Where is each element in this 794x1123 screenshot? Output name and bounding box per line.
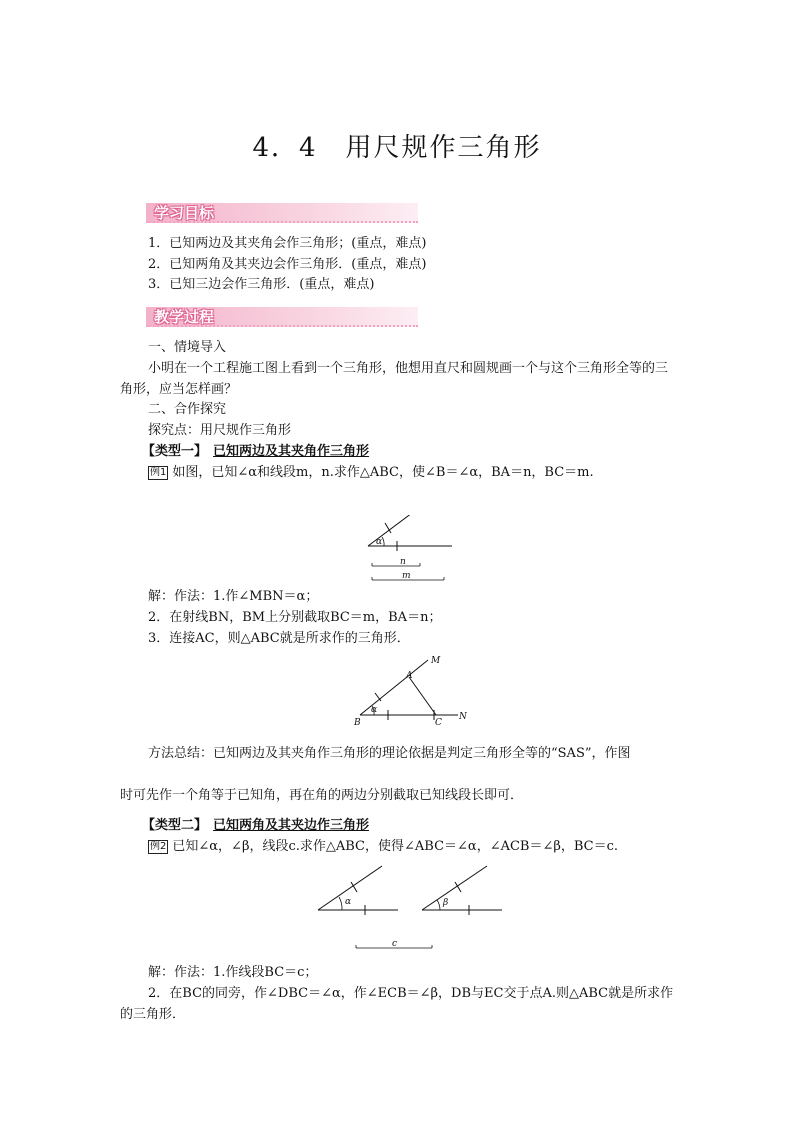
method-summary-line1: 方法总结：已知两边及其夹角作三角形的理论依据是判定三角形全等的“SAS”，作图 [148, 746, 631, 761]
alpha-label: α [345, 897, 352, 907]
process-label: 教学过程 [154, 308, 215, 326]
beta-label: β [443, 898, 449, 908]
point-A-label: A [406, 671, 413, 681]
solution2-step1: 解：作法：1.作线段BC＝c； [148, 965, 318, 980]
figure-triangle-abc [348, 650, 473, 730]
type1-name: 已知两边及其夹角作三角形 [213, 444, 370, 459]
type2-heading [142, 817, 369, 835]
figure-angles-alpha-beta-segment [312, 860, 512, 955]
point-C-label: C [435, 718, 442, 728]
alpha-label: α [376, 537, 383, 547]
process-banner [146, 307, 418, 327]
m-label: m [402, 571, 411, 581]
goal-item: 2．已知两角及其夹边会作三角形．(重点，难点) [148, 257, 427, 272]
c-label: c [392, 939, 398, 949]
intro-paragraph: 小明在一个工程施工图上看到一个三角形，他想用直尺和圆规画一个与这个三角形全等的三角形，应当怎样画？ [120, 361, 669, 397]
example2 [148, 838, 618, 856]
section-heading: 一、情境导入 [148, 340, 227, 355]
method-summary-line2: 时可先作一个角等于已知角，再在角的两边分别截取已知线段长即可． [120, 788, 524, 803]
example1 [148, 464, 594, 482]
type2-bracket: 【类型二】 [142, 818, 208, 833]
goal-item: 3．已知三边会作三角形．(重点，难点) [148, 277, 375, 292]
figure-angle-alpha-segments [360, 515, 460, 585]
type2-name: 已知两角及其夹边作三角形 [213, 818, 370, 833]
goals-banner [146, 203, 418, 223]
point-B-label: B [354, 718, 361, 728]
type1-bracket: 【类型一】 [142, 444, 208, 459]
example2-badge: 例2 [150, 841, 167, 852]
topic-line: 探究点：用尺规作三角形 [148, 423, 292, 438]
section-heading: 二、合作探究 [148, 402, 227, 417]
goals-label: 学习目标 [154, 204, 215, 222]
goal-item: 1．已知两边及其夹角会作三角形；(重点，难点) [148, 236, 427, 251]
solution1-step2: 2．在射线BN，BM上分别截取BC＝m，BA＝n； [148, 610, 442, 625]
type1-heading [142, 443, 369, 461]
solution1-step3: 3．连接AC，则△ABC就是所求作的三角形． [148, 631, 410, 646]
example2-text: 已知∠α，∠β，线段c.求作△ABC，使得∠ABC＝∠α，∠ACB＝∠β，BC＝c. [172, 839, 619, 854]
solution2-step2: 2．在BC的同旁，作∠DBC＝∠α，作∠ECB＝∠β，DB与EC交于点A.则△ABC就是所求作的三角形． [120, 986, 674, 1022]
example1-text: 如图，已知∠α和线段m，n.求作△ABC，使∠B＝∠α，BA＝n，BC＝m. [172, 465, 594, 480]
alpha-label: α [371, 705, 378, 715]
n-label: n [400, 557, 406, 567]
solution1-step1: 解：作法：1.作∠MBN＝α； [148, 589, 319, 604]
point-N-label: N [459, 712, 467, 722]
point-M-label: M [431, 656, 441, 666]
example1-badge: 例1 [150, 467, 167, 478]
page-title: 4．4 用尺规作三角形 [252, 133, 542, 163]
